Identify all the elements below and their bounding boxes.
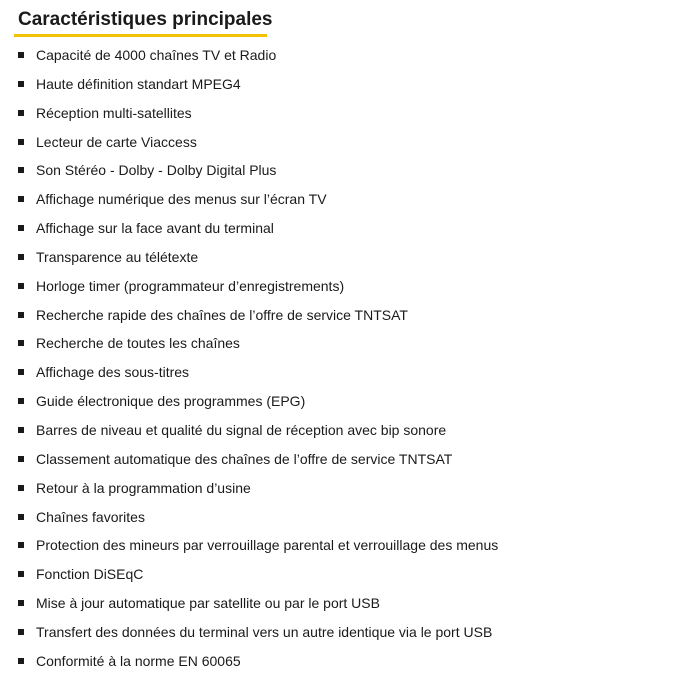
square-bullet-icon	[18, 340, 24, 346]
square-bullet-icon	[18, 456, 24, 462]
list-item	[0, 243, 498, 272]
list-item	[0, 99, 498, 128]
feature-text: Recherche de toutes les chaînes	[36, 335, 240, 352]
square-bullet-icon	[18, 485, 24, 491]
page-title: Caractéristiques principales	[18, 9, 273, 30]
feature-text: Guide électronique des programmes (EPG)	[36, 393, 306, 410]
list-item	[0, 272, 498, 301]
feature-text: Haute définition standart MPEG4	[36, 75, 241, 92]
square-bullet-icon	[18, 514, 24, 520]
title-underline	[14, 34, 267, 37]
square-bullet-icon	[18, 110, 24, 116]
feature-text: Chaînes favorites	[36, 508, 145, 525]
feature-text: Conformité à la norme EN 60065	[36, 652, 241, 669]
square-bullet-icon	[18, 369, 24, 375]
square-bullet-icon	[18, 427, 24, 433]
square-bullet-icon	[18, 312, 24, 318]
list-item	[0, 128, 498, 157]
feature-text: Transfert des données du terminal vers un autre identique via le port USB	[36, 623, 493, 640]
square-bullet-icon	[18, 600, 24, 606]
square-bullet-icon	[18, 225, 24, 231]
feature-text: Mise à jour automatique par satellite ou par le port USB	[36, 595, 380, 612]
feature-text: Recherche rapide des chaînes de l’offre de service TNTSAT	[36, 306, 408, 323]
feature-text: Retour à la programmation d’usine	[36, 479, 251, 496]
feature-text: Réception multi-satellites	[36, 104, 192, 121]
list-item	[0, 560, 498, 589]
square-bullet-icon	[18, 542, 24, 548]
list-item	[0, 70, 498, 99]
feature-text: Affichage sur la face avant du terminal	[36, 220, 274, 237]
feature-text: Fonction DiSEqC	[36, 566, 144, 583]
list-item	[0, 647, 498, 676]
feature-text: Capacité de 4000 chaînes TV et Radio	[36, 47, 277, 63]
list-item	[0, 416, 498, 445]
list-item	[0, 358, 498, 387]
square-bullet-icon	[18, 398, 24, 404]
square-bullet-icon	[18, 139, 24, 145]
square-bullet-icon	[18, 52, 24, 58]
feature-text: Horloge timer (programmateur d’enregistrements)	[36, 277, 345, 294]
list-item	[0, 156, 498, 185]
feature-text: Transparence au télétexte	[36, 248, 199, 265]
list-item	[0, 474, 498, 503]
feature-text: Classement automatique des chaînes de l’offre de service TNTSAT	[36, 450, 453, 467]
list-item	[0, 329, 498, 358]
square-bullet-icon	[18, 196, 24, 202]
feature-text: Son Stéréo - Dolby - Dolby Digital Plus	[36, 162, 277, 179]
list-item	[0, 618, 498, 647]
square-bullet-icon	[18, 81, 24, 87]
square-bullet-icon	[18, 658, 24, 664]
list-item	[0, 41, 498, 70]
feature-text: Barres de niveau et qualité du signal de réception avec bip sonore	[36, 421, 447, 438]
square-bullet-icon	[18, 283, 24, 289]
feature-text: Protection des mineurs par verrouillage parental et verrouillage des menus	[36, 537, 499, 554]
list-item	[0, 387, 498, 416]
square-bullet-icon	[18, 629, 24, 635]
list-item	[0, 301, 498, 330]
feature-list	[0, 41, 498, 676]
feature-text: Affichage des sous-titres	[36, 364, 190, 381]
square-bullet-icon	[18, 571, 24, 577]
square-bullet-icon	[18, 167, 24, 173]
square-bullet-icon	[18, 254, 24, 260]
list-item	[0, 531, 498, 560]
feature-text: Lecteur de carte Viaccess	[36, 133, 197, 150]
list-item	[0, 503, 498, 532]
list-item	[0, 445, 498, 474]
list-item	[0, 214, 498, 243]
feature-text: Affichage numérique des menus sur l’écran TV	[36, 191, 327, 208]
list-item	[0, 589, 498, 618]
list-item	[0, 185, 498, 214]
